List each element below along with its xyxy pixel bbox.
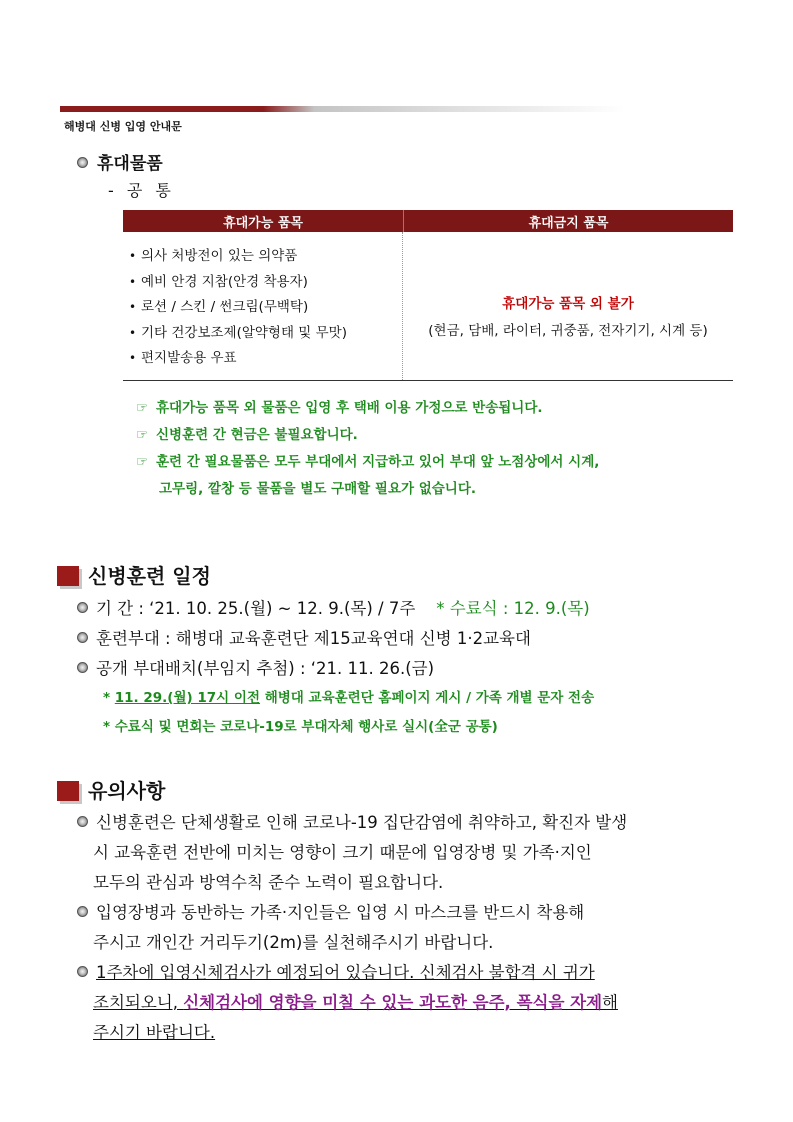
allowed-cell xyxy=(123,232,403,380)
notice-heading xyxy=(57,775,165,804)
circle-bullet-icon xyxy=(77,157,88,168)
line-text: 주시기 바랍니다. xyxy=(93,1023,216,1042)
note1-prefix: * xyxy=(103,690,115,706)
paragraph-line xyxy=(77,958,618,988)
schedule-note-2: * 수료식 및 면회는 코로나-19로 부대자체 행사로 실시(全군 공통) xyxy=(103,719,498,735)
line-text: 입영장병과 동반하는 가족·지인들은 입영 시 마스크를 반드시 착용해 xyxy=(96,903,585,922)
table-header xyxy=(123,210,733,232)
note-line xyxy=(136,422,599,449)
line-text: 시 교육훈련 전반에 미치는 영향이 크기 때문에 입영장병 및 가족·지인 xyxy=(93,843,592,862)
carry-heading xyxy=(77,149,163,174)
document-header-title: 해병대 신병 입영 안내문 xyxy=(64,120,182,133)
header-bar xyxy=(60,106,625,112)
line-text: 1주차에 입영신체검사가 예정되어 있습니다. 신체검사 불합격 시 귀가 xyxy=(96,963,595,982)
note-text: 고무링, 깔창 등 물품을 별도 구매할 필요가 없습니다. xyxy=(159,481,477,497)
paragraph-line xyxy=(77,898,584,928)
carry-notes xyxy=(136,395,599,503)
unit-text: 훈련부대 : 해병대 교육훈련단 제15교육연대 신병 1·2교육대 xyxy=(96,629,531,648)
schedule-heading-text: 신병훈련 일정 xyxy=(88,564,211,588)
note-line xyxy=(136,395,599,422)
note-text: 신병훈련 간 현금은 불필요합니다. xyxy=(156,427,358,443)
note-line xyxy=(136,449,599,476)
line-text: 해 xyxy=(602,993,618,1012)
carry-items-table xyxy=(123,210,733,381)
paragraph-line xyxy=(77,1018,618,1048)
paragraph-line xyxy=(77,988,618,1018)
graduation-text: * 수료식 : 12. 9.(목) xyxy=(436,599,590,618)
pointing-hand-icon: ☞ xyxy=(136,427,149,443)
notice-paragraph-2 xyxy=(77,898,584,958)
paragraph-line xyxy=(77,868,627,898)
carry-heading-text: 휴대물품 xyxy=(97,154,163,174)
list-item: • 로션 / 스킨 / 썬크림(무백탁) xyxy=(129,295,402,321)
forbidden-cell xyxy=(403,232,733,380)
table-body xyxy=(123,232,733,381)
notice-heading-text: 유의사항 xyxy=(88,779,166,803)
line-text: 조치되오니, xyxy=(93,993,184,1012)
circle-bullet-icon xyxy=(77,632,88,643)
assignment-text: 공개 부대배치(부임지 추첨) : ‘21. 11. 26.(금) xyxy=(96,659,435,678)
circle-bullet-icon xyxy=(77,816,88,827)
note-text: 훈련 간 필요물품은 모두 부대에서 지급하고 있어 부대 앞 노점상에서 시계, xyxy=(156,454,600,470)
forbidden-header: 휴대금지 품목 xyxy=(528,215,609,231)
list-item: • 기타 건강보조제(알약형태 및 무맛) xyxy=(129,321,402,347)
schedule-heading xyxy=(57,560,211,589)
note-line xyxy=(136,476,599,503)
schedule-period xyxy=(77,595,590,619)
forbidden-note: (현금, 담배, 라이터, 귀중품, 전자기기, 시계 등) xyxy=(428,323,708,339)
line-text: 주시고 개인간 거리두기(2m)를 실천해주시기 바랍니다. xyxy=(93,933,494,952)
paragraph-line xyxy=(77,838,627,868)
list-item: • 예비 안경 지참(안경 착용자) xyxy=(129,270,402,296)
pointing-hand-icon: ☞ xyxy=(136,400,149,416)
paragraph-line xyxy=(77,928,584,958)
circle-bullet-icon xyxy=(77,602,88,613)
list-item: • 의사 처방전이 있는 의약품 xyxy=(129,244,402,270)
note1-underlined: 11. 29.(월) 17시 이전 xyxy=(114,690,260,706)
square-bullet-icon xyxy=(57,781,79,801)
allowed-list xyxy=(129,244,402,372)
period-text: 기 간 : ‘21. 10. 25.(월) ~ 12. 9.(목) / 7주 xyxy=(96,599,416,618)
list-item: • 편지발송용 우표 xyxy=(129,346,402,372)
circle-bullet-icon xyxy=(77,662,88,673)
emphasis-text: 신체검사에 영향을 미칠 수 있는 과도한 음주, 폭식을 자제 xyxy=(183,993,603,1012)
schedule-note-1 xyxy=(103,686,594,706)
line-text: 모두의 관심과 방역수칙 준수 노력이 필요합니다. xyxy=(93,873,444,892)
note-text: 휴대가능 품목 외 물품은 입영 후 택배 이용 가정으로 반송됩니다. xyxy=(156,400,543,416)
notice-paragraph-1 xyxy=(77,808,627,898)
schedule-assignment xyxy=(77,655,434,679)
notice-paragraph-3 xyxy=(77,958,618,1048)
note1-rest: 해병대 교육훈련단 홈페이지 게시 / 가족 개별 문자 전송 xyxy=(260,690,595,706)
pointing-hand-icon: ☞ xyxy=(136,454,149,470)
common-label: - 공 통 xyxy=(108,181,175,200)
schedule-unit xyxy=(77,625,531,649)
paragraph-line xyxy=(77,808,627,838)
square-bullet-icon xyxy=(57,566,79,586)
circle-bullet-icon xyxy=(77,966,88,977)
forbidden-title: 휴대가능 품목 외 불가 xyxy=(502,296,634,312)
allowed-header: 휴대가능 품목 xyxy=(123,210,404,232)
circle-bullet-icon xyxy=(77,906,88,917)
line-text: 신병훈련은 단체생활로 인해 코로나-19 집단감염에 취약하고, 확진자 발생 xyxy=(96,813,628,832)
